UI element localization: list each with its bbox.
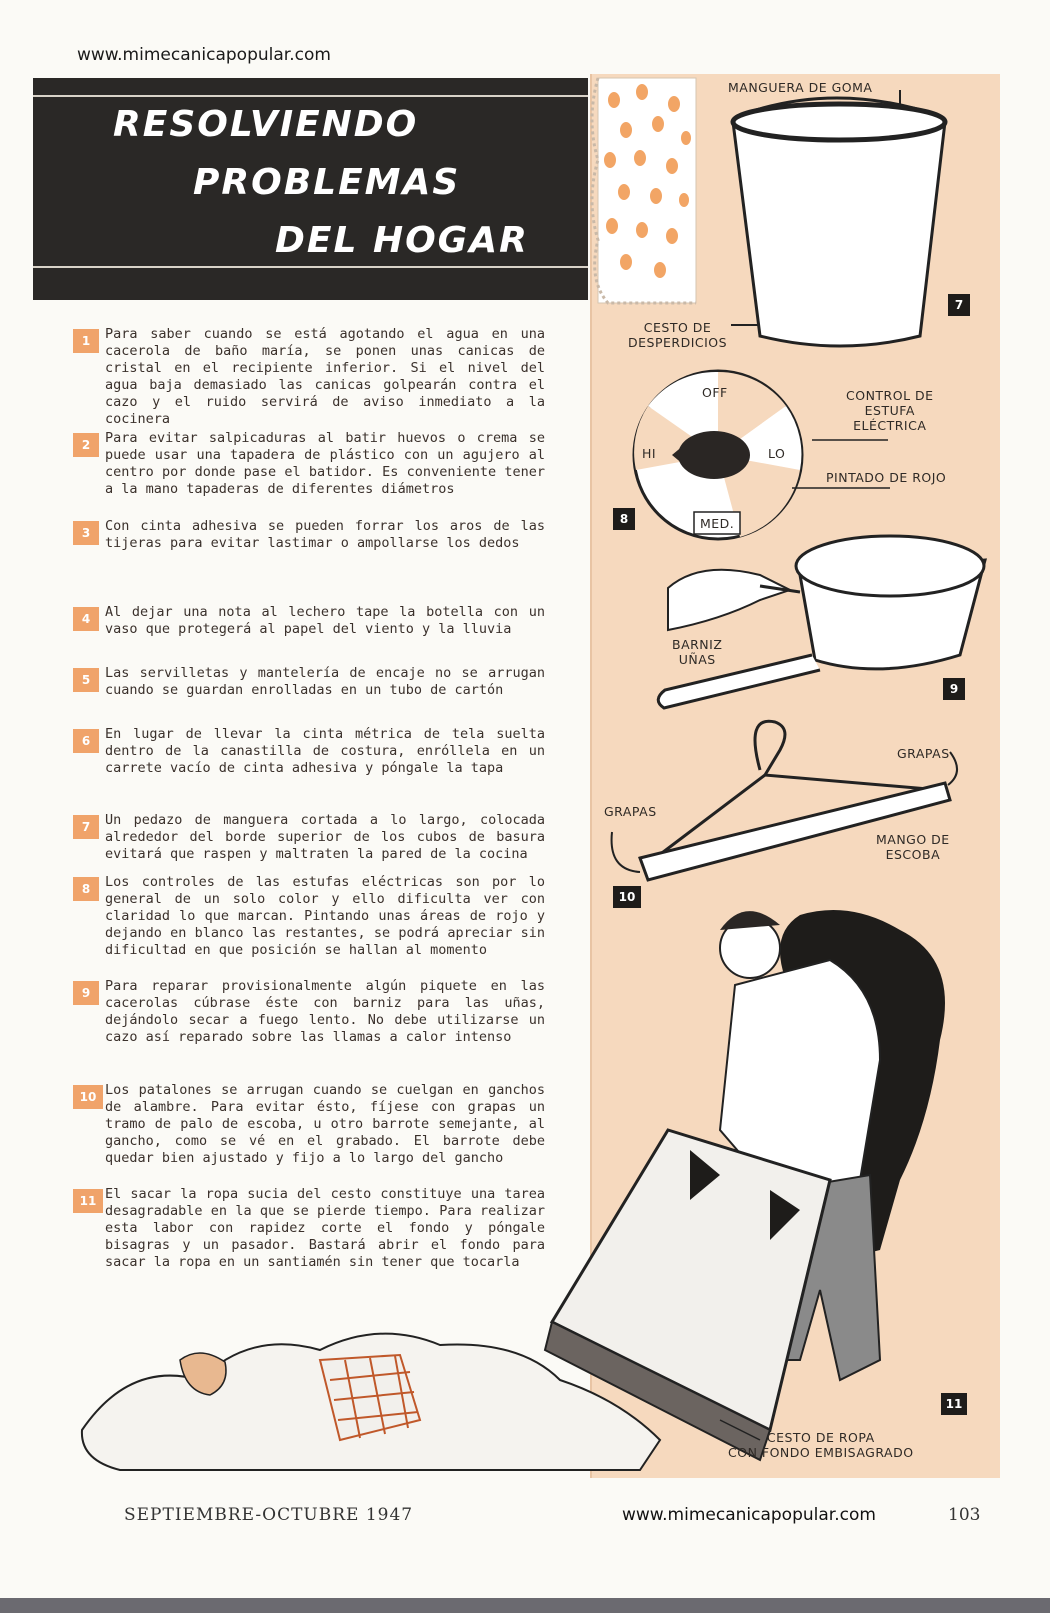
label-laundry-basket (728, 1430, 914, 1460)
tip-7 (73, 812, 545, 863)
label-staples-right: GRAPAS (897, 746, 950, 761)
badge-10: 10 (613, 886, 641, 908)
bottom-edge-bar (0, 1598, 1050, 1613)
tip-text-11: El sacar la ropa sucia del cesto constituye una tarea desagradable en la que se pierde tiempo. Para realizar esta labor con rapidez corte el fondo y póngale bisagras y un pasador. Bastará abrir el fondo para sacar la ropa en un santiamén sin tener que tocarla (105, 1186, 545, 1270)
tip-number-2: 2 (73, 433, 99, 457)
knob-med-label: MED. (700, 516, 735, 531)
tip-text-4: Al dejar una nota al lechero tape la botella con un vaso que protegerá al papel del viento y la lluvia (105, 604, 545, 637)
title-line-2: PROBLEMAS (193, 162, 461, 203)
tip-text-3: Con cinta adhesiva se pueden forrar los aros de las tijeras para evitar lastimar o ampollarse los dedos (105, 518, 545, 551)
tip-number-10: 10 (73, 1085, 103, 1109)
tip-number-6: 6 (73, 729, 99, 753)
knob-hi-label: HI (642, 446, 657, 461)
tip-2 (73, 430, 545, 498)
tip-text-7: Un pedazo de manguera cortada a lo largo, colocada alrededor del borde superior de los cubos de basura evitará que raspen y maltraten la pared de la cocina (105, 812, 545, 862)
label-stove-line3: ELÉCTRICA (853, 418, 927, 433)
tip-4 (73, 604, 545, 638)
tip-number-5: 5 (73, 668, 99, 692)
badge-8: 8 (613, 508, 635, 530)
label-broom-line1: MANGO DE (876, 832, 950, 847)
label-waste-bin-line1: CESTO DE (643, 320, 712, 335)
tip-3 (73, 518, 545, 552)
man-basket-illustration (545, 910, 945, 1460)
tip-number-1: 1 (73, 329, 99, 353)
badge-9: 9 (943, 678, 965, 700)
tip-6 (73, 726, 545, 777)
label-broom-line2: ESCOBA (885, 847, 941, 862)
label-staples-left: GRAPAS (604, 804, 657, 819)
saucepan-illustration (658, 536, 985, 708)
tip-number-4: 4 (73, 607, 99, 631)
tip-number-9: 9 (73, 981, 99, 1005)
label-broom-handle (876, 832, 950, 862)
label-stove-line2: ESTUFA (864, 403, 915, 418)
tip-text-10: Los patalones se arrugan cuando se cuelgan en ganchos de alambre. Para evitar ésto, fíjese con grapas un tramo de palo de escoba, u otro barrote semejante, al gancho, como se vé en el grabado. El barrote debe quedar bien ajustado y fijo a lo largo del gancho (105, 1082, 545, 1166)
tip-text-9: Para reparar provisionalmente algún piquete en las cacerolas cúbrase éste con barniz para las uñas, dejándolo secar a fuego lento. No debe utilizarse un cazo así reparado sobre las llamas a calor intenso (105, 978, 545, 1045)
issue-date: SEPTIEMBRE-OCTUBRE 1947 (124, 1505, 414, 1525)
knob-off-label: OFF (702, 385, 728, 400)
title-line-1: RESOLVIENDO (113, 104, 419, 145)
label-stove-line1: CONTROL DE (846, 388, 934, 403)
tip-number-7: 7 (73, 815, 99, 839)
page-number: 103 (948, 1505, 981, 1525)
label-paint-red: PINTADO DE ROJO (826, 470, 947, 485)
tip-number-8: 8 (73, 877, 99, 901)
tip-1 (73, 326, 545, 428)
badge-7: 7 (948, 294, 970, 316)
bucket-illustration (731, 90, 945, 346)
tip-text-5: Las servilletas y mantelería de encaje no se arrugan cuando se guardan enrolladas en un tubo de cartón (105, 665, 545, 698)
label-stove-control (846, 388, 934, 433)
tip-9 (73, 978, 545, 1046)
tip-8 (73, 874, 545, 959)
tip-number-11: 11 (73, 1189, 103, 1213)
tip-text-8: Los controles de las estufas eléctricas son por lo general de un solo color y ello dificulta ver con claridad lo que marcan. Pintando unas áreas de rojo y dejando en blanco las restantes, se podrá apreciar sin dificultad en que posición se hallan al momento (105, 874, 545, 958)
label-waste-bin-line2: DESPERDICIOS (628, 335, 728, 350)
label-waste-bin (628, 320, 727, 350)
tip-10 (73, 1082, 545, 1167)
tip-text-1: Para saber cuando se está agotando el agua en una cacerola de baño maría, se ponen unas canicas de cristal en el recipiente inferior. Si el nivel del agua baja demasiado las canicas golpearán contra el cazo y el ruido servirá de aviso inmediato a la cocinera (105, 326, 545, 427)
site-url-top[interactable]: www.mimecanicapopular.com (77, 45, 331, 65)
tip-text-2: Para evitar salpicaduras al batir huevos o crema se puede usar una tapadera de plástico con un agujero al centro por donde pase el batidor. Es conveniente tener a la mano tapaderas de diferentes diámetros (105, 430, 545, 497)
curtain-illustration (592, 78, 696, 303)
label-hose: MANGUERA DE GOMA (728, 80, 873, 95)
tip-text-6: En lugar de llevar la cinta métrica de tela suelta dentro de la canastilla de costura, enróllela en un carrete vacío de cinta adhesiva y póngale la tapa (105, 726, 545, 776)
label-nail-line2: UÑAS (678, 652, 716, 667)
label-nail-line1: BARNIZ (672, 637, 723, 652)
title-line-3: DEL HOGAR (275, 220, 529, 261)
tip-5 (73, 665, 545, 699)
tip-number-3: 3 (73, 521, 99, 545)
knob-lo-label: LO (768, 446, 786, 461)
tip-11 (73, 1186, 545, 1271)
label-basket-line1: CESTO DE ROPA (766, 1430, 875, 1445)
badge-11: 11 (941, 1393, 967, 1415)
label-basket-line2: CON FONDO EMBISAGRADO (728, 1445, 914, 1460)
label-nail-polish (672, 637, 722, 667)
site-url-bottom[interactable]: www.mimecanicapopular.com (622, 1505, 876, 1525)
